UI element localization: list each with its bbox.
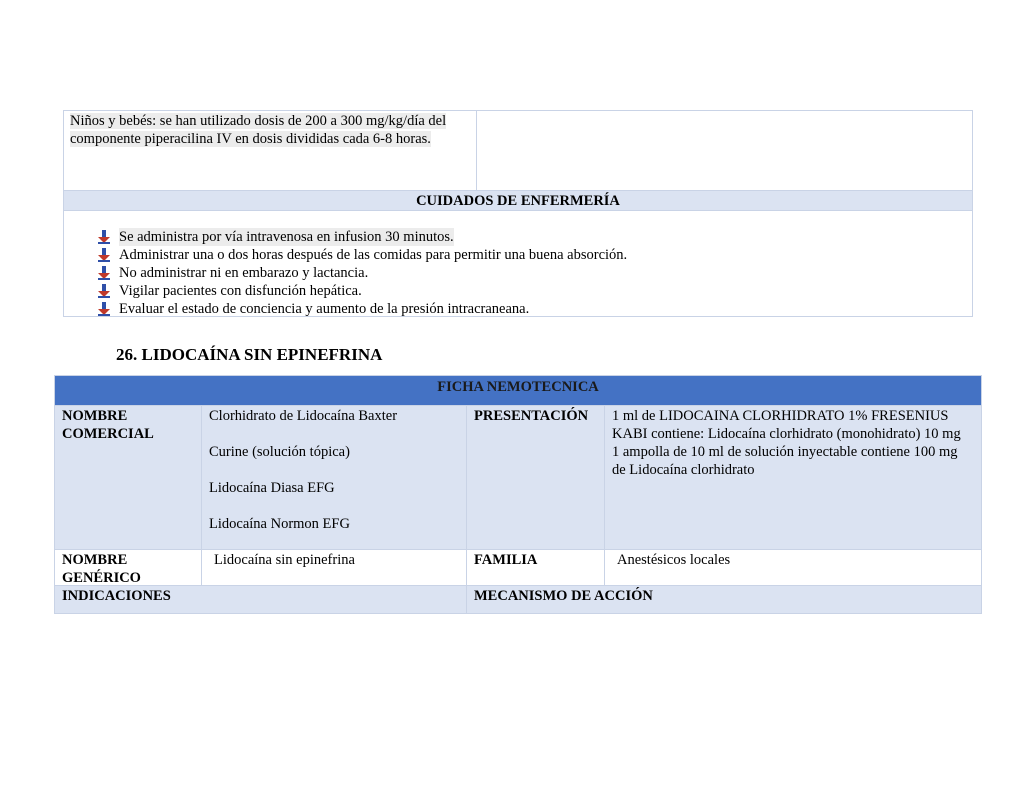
nursing-item-text: Administrar una o dos horas después de las comidas para permitir una buena absorción. (119, 247, 628, 263)
label-nombre-comercial: NOMBRE COMERCIAL (55, 406, 202, 549)
ficha-nemotecnica-table (54, 375, 982, 614)
list-item (97, 300, 972, 318)
nursing-item-text: Vigilar pacientes con disfunción hepática. (119, 283, 362, 299)
ficha-header: FICHA NEMOTECNICA (55, 376, 981, 405)
label-nombre-generico: NOMBRE GENÉRICO (55, 550, 202, 585)
table-row (55, 585, 981, 613)
generic-name-value: Lidocaína sin epinefrina (202, 550, 467, 585)
dosage-cell (64, 111, 477, 190)
label-indicaciones: INDICACIONES (55, 586, 467, 613)
arrow-down-bullet-icon (97, 284, 111, 298)
arrow-down-bullet-icon (97, 248, 111, 262)
nursing-care-list (64, 228, 972, 318)
brand-names-cell (202, 406, 467, 549)
label-presentacion: PRESENTACIÓN (467, 406, 605, 549)
nursing-care-header: CUIDADOS DE ENFERMERÍA (64, 191, 972, 211)
label-familia: FAMILIA (467, 550, 605, 585)
presentation-line: 1 ml de LIDOCAINA CLORHIDRATO 1% FRESENIUS KABI contiene: Lidocaína clorhidrato (monohidrato) 10 mg (612, 408, 961, 442)
nursing-care-body (64, 211, 972, 316)
empty-cell (477, 111, 972, 190)
brand-name: Curine (solución tópica) (209, 444, 350, 460)
presentation-cell (605, 406, 981, 549)
section-title: 26. LIDOCAÍNA SIN EPINEFRINA (116, 345, 383, 364)
nursing-item-text: Evaluar el estado de conciencia y aumento de la presión intracraneana. (119, 301, 530, 317)
dosage-row (64, 111, 972, 191)
list-item (97, 228, 972, 246)
dosage-text-line1: Niños y bebés: se han utilizado dosis de 200 a 300 mg/kg/día del (70, 113, 447, 129)
presentation-line: 1 ampolla de 10 ml de solución inyectable contiene 100 mg de Lidocaína clorhidrato (612, 444, 958, 478)
piperacillin-table (63, 110, 973, 317)
brand-name: Clorhidrato de Lidocaína Baxter (209, 408, 398, 424)
list-item (97, 246, 972, 264)
brand-name: Lidocaína Diasa EFG (209, 480, 335, 496)
dosage-text-line2: componente piperacilina IV en dosis divididas cada 6-8 horas. (70, 131, 431, 147)
arrow-down-bullet-icon (97, 230, 111, 244)
table-row (55, 405, 981, 549)
table-row (55, 549, 981, 585)
family-value: Anestésicos locales (617, 552, 731, 568)
list-item (97, 282, 972, 300)
label-mecanismo-accion: MECANISMO DE ACCIÓN (474, 588, 653, 604)
list-item (97, 264, 972, 282)
nursing-item-text: Se administra por vía intravenosa en infusion 30 minutos. (119, 229, 454, 245)
nursing-item-text: No administrar ni en embarazo y lactancia. (119, 265, 369, 281)
arrow-down-bullet-icon (97, 266, 111, 280)
arrow-down-bullet-icon (97, 302, 111, 316)
brand-name: Lidocaína Normon EFG (209, 516, 350, 532)
